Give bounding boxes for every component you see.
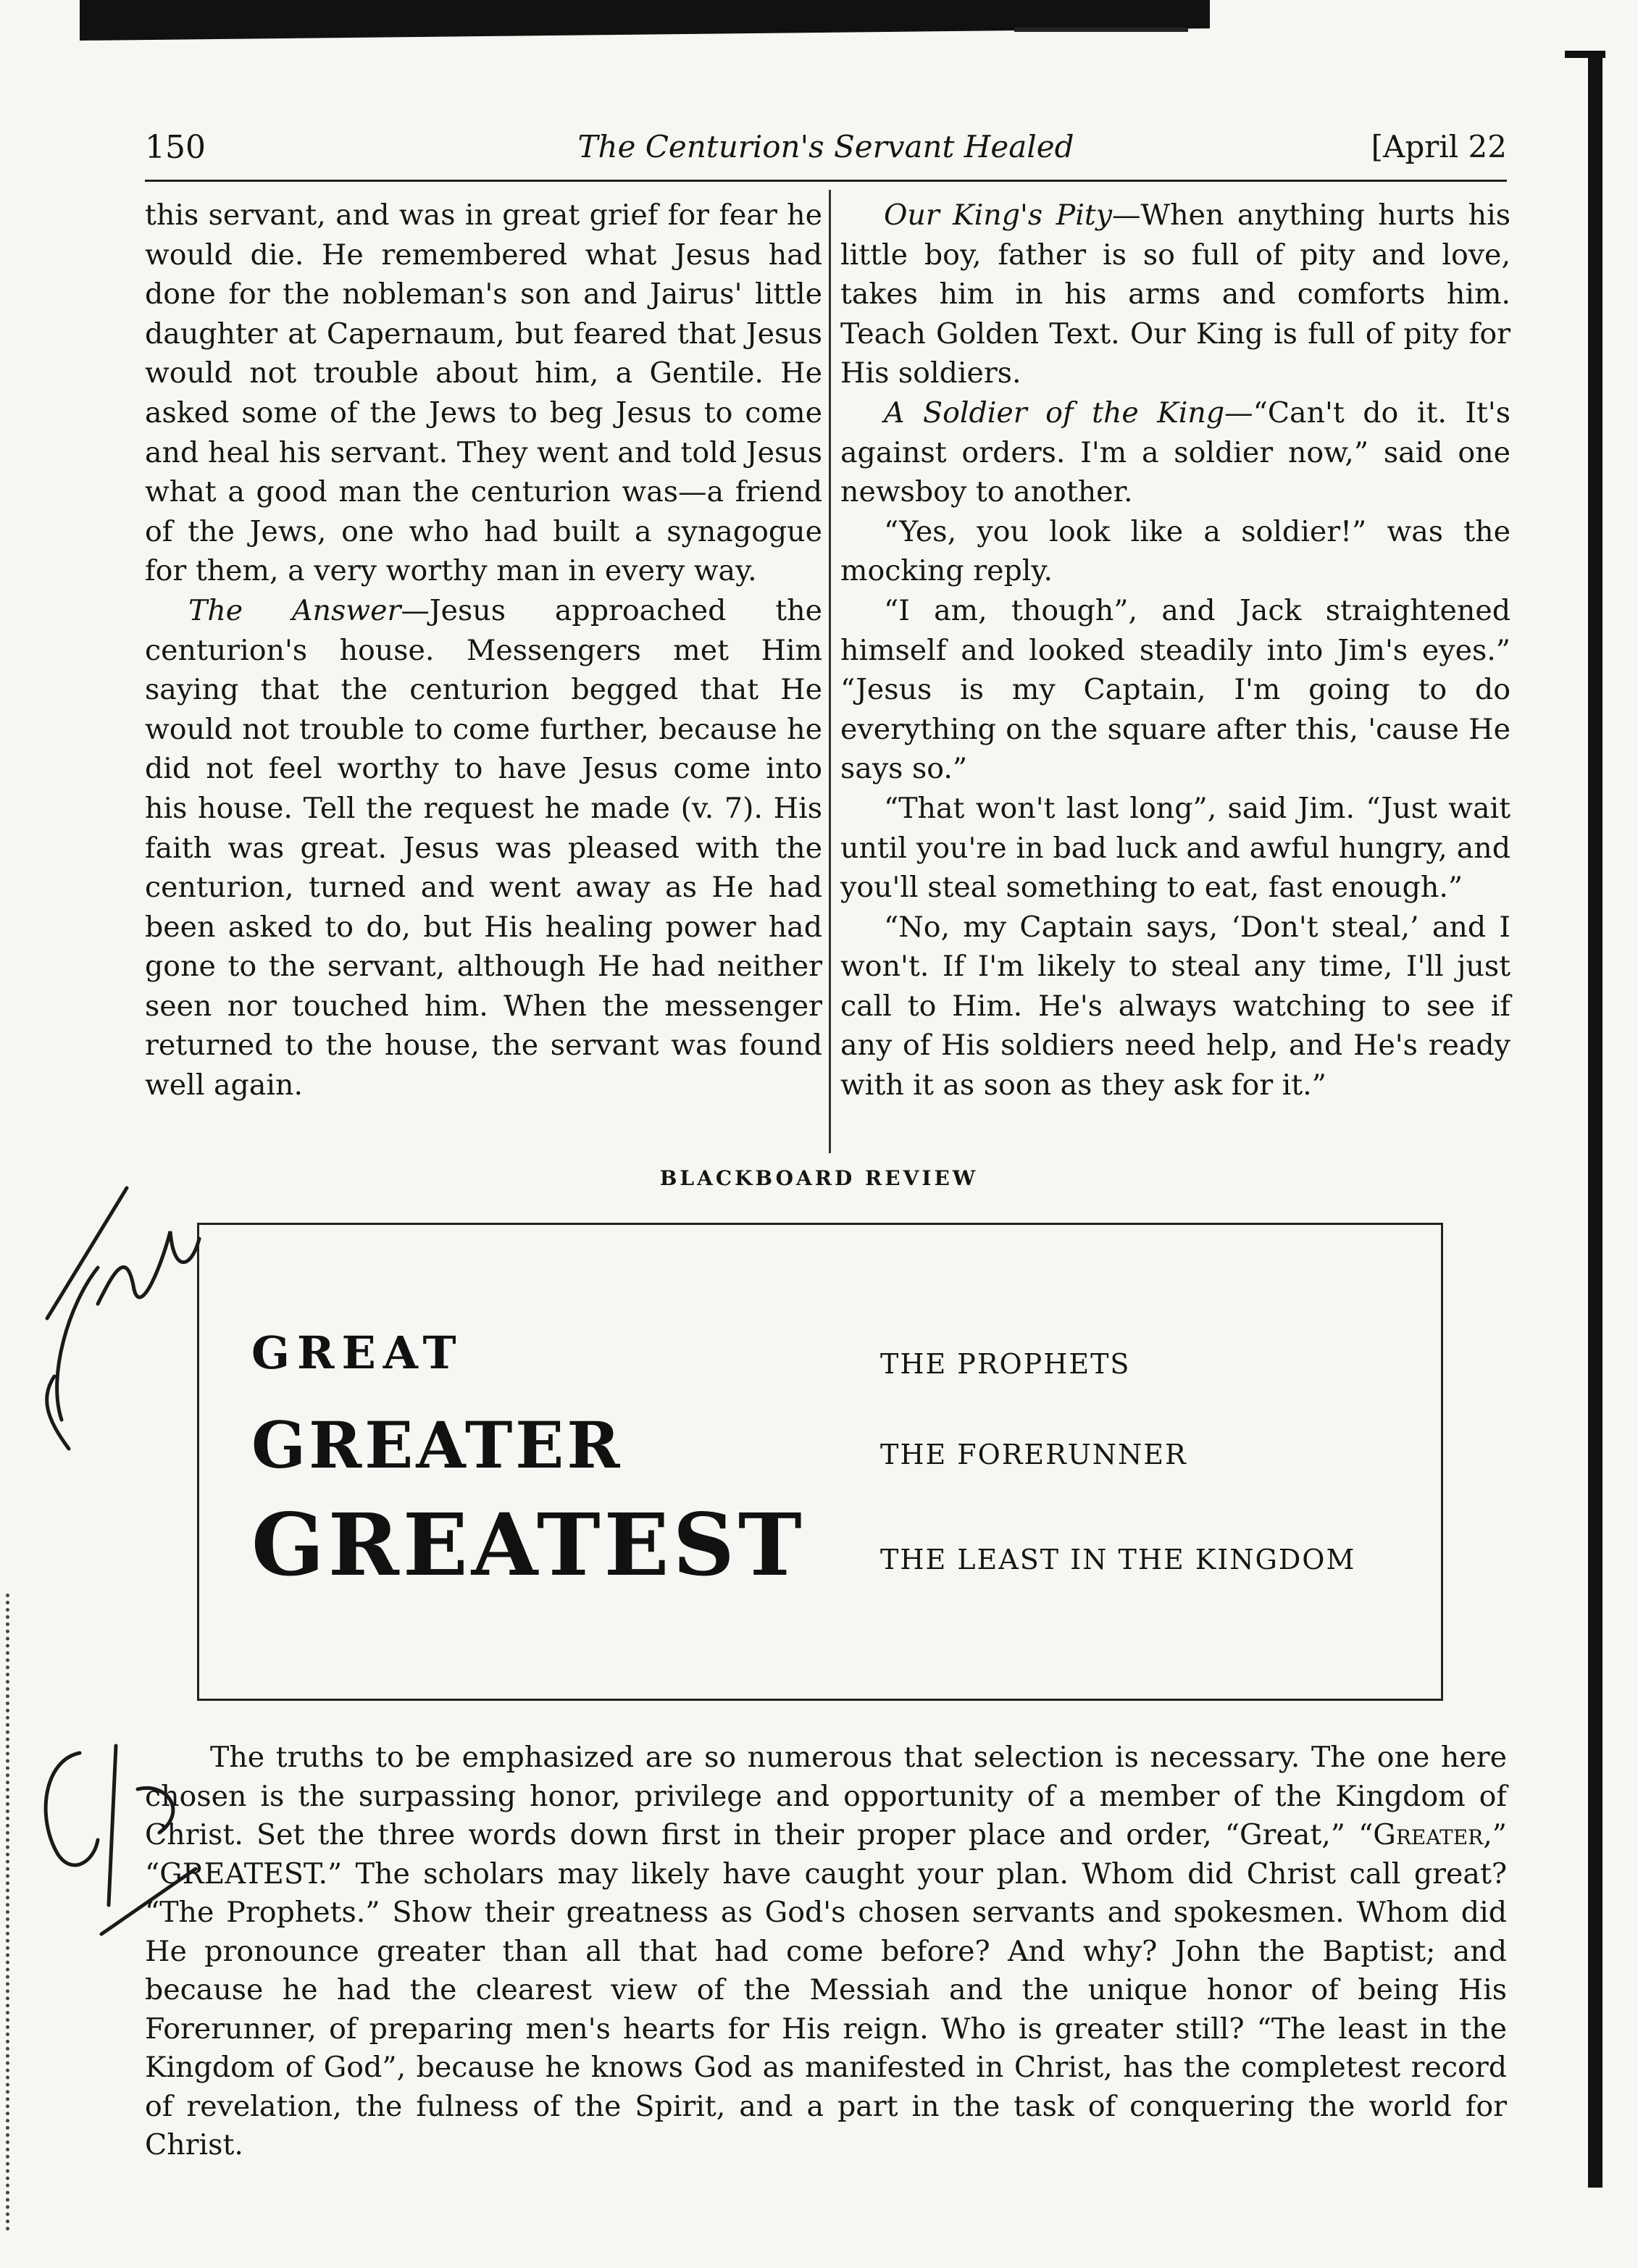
page-header	[145, 129, 1507, 180]
soldier-text: “Can't do it. It's against orders. I'm a soldier now,” said one newsboy to another.	[840, 396, 1510, 509]
review-greater: Greater	[1373, 1818, 1484, 1851]
header-rule	[145, 180, 1507, 182]
blackboard-title: BLACKBOARD REVIEW	[659, 1166, 979, 1190]
answer-text: Jesus approached the centurion's house. Messengers met Him saying that the centurion begged that He would not trouble to come further, because he did not feel worthy to have Jesus come into his house. Tell the request he made (v. 7). His faith was great. Jesus was pleased with the centurion, turned and went away as He had been asked to do, but His healing power had gone to the servant, although He had neither seen nor touched him. When the messenger returned to the house, the servant was found well again.	[145, 593, 822, 1102]
soldier-lead: A Soldier of the King—	[884, 396, 1253, 430]
handwritten-mark-2	[29, 1731, 210, 1963]
running-date: [April 22	[1371, 129, 1507, 164]
column-rule	[829, 190, 831, 1153]
right-paragraph-5: “That won't last long”, said Jim. “Just wait until you're in bad luck and awful hungry, and you'll steal something to eat, fast enough.”	[840, 791, 1510, 905]
page-number: 150	[145, 129, 206, 166]
right-paragraph-1	[840, 196, 1510, 393]
blackboard-box	[197, 1223, 1443, 1701]
label-forerunner: THE FORERUNNER	[880, 1439, 1187, 1470]
right-paragraph-3: “Yes, you look like a soldier!” was the mocking reply.	[840, 514, 1510, 588]
review-part-2: ,” “GREATEST.” The scholars may likely have caught your plan. Whom did Christ call great? “The Prophets.” Show their greatness as God's chosen servants and spokesmen. Whom did He pronounce greater than all that had come before? And why? John the Baptist; and because he had the clearest view of the Messiah and the unique honor of being His Forerunner, of preparing men's hearts for His reign. Who is greater still? “The least in the Kingdom of God”, because he knows God as manifested in Christ, has the completest record of revelation, the fulness of the Spirit, and a part in the task of conquering the world for Christ.	[145, 1818, 1507, 2162]
scan-left-specks	[6, 1594, 24, 2231]
review-paragraph	[145, 1738, 1507, 2165]
answer-lead: The Answer—	[188, 593, 430, 627]
pity-lead: Our King's Pity—	[884, 198, 1141, 232]
right-paragraph-2	[840, 393, 1510, 512]
scan-top-edge-tail	[1014, 28, 1188, 32]
word-greatest: GREATEST	[251, 1494, 806, 1595]
scan-right-edge-cap	[1565, 51, 1605, 58]
left-paragraph-1: this servant, and was in great grief for fear he would die. He remembered what Jesus had done for the nobleman's son and Jairus' little daughter at Capernaum, but feared that Jesus would not trouble about him, a Gentile. He asked some of the Jews to beg Jesus to come and heal his servant. They went and told Jesus what a good man the centurion was—a friend of the Jews, one who had built a synagogue for them, a very worthy man in every way.	[145, 198, 822, 588]
word-great: GREAT	[251, 1326, 464, 1379]
left-column	[145, 196, 822, 1105]
left-paragraph-2	[145, 591, 822, 1105]
handwritten-mark	[18, 1159, 214, 1463]
scan-top-edge	[80, 0, 1210, 41]
right-column	[840, 196, 1510, 1105]
review-text	[145, 1738, 1507, 2165]
running-title: The Centurion's Servant Healed	[577, 129, 1074, 164]
right-paragraph-4: “I am, though”, and Jack straightened himself and looked steadily into Jim's eyes.” “Jesus is my Captain, I'm going to do everything on the square after this, 'cause He says so.”	[840, 593, 1510, 786]
scan-right-edge	[1588, 51, 1603, 2188]
review-part-1: The truths to be emphasized are so numerous that selection is necessary. The one here chosen is the surpassing honor, privilege and opportunity of a member of the Kingdom of Christ. Set the three words down first in their proper place and order, “Great,” “	[145, 1741, 1507, 1851]
word-greater: GREATER	[251, 1407, 623, 1483]
label-prophets: THE PROPHETS	[880, 1348, 1131, 1380]
label-least: THE LEAST IN THE KINGDOM	[880, 1544, 1356, 1576]
right-paragraph-6: “No, my Captain says, ‘Don't steal,’ and I won't. If I'm likely to steal any time, I'll just call to Him. He's always watching to see if any of His soldiers need help, and He's ready with it as soon as they ask for it.”	[840, 910, 1510, 1102]
pity-text: When anything hurts his little boy, father is so full of pity and love, takes him in his arms and comforts him. Teach Golden Text. Our King is full of pity for His soldiers.	[840, 198, 1510, 390]
